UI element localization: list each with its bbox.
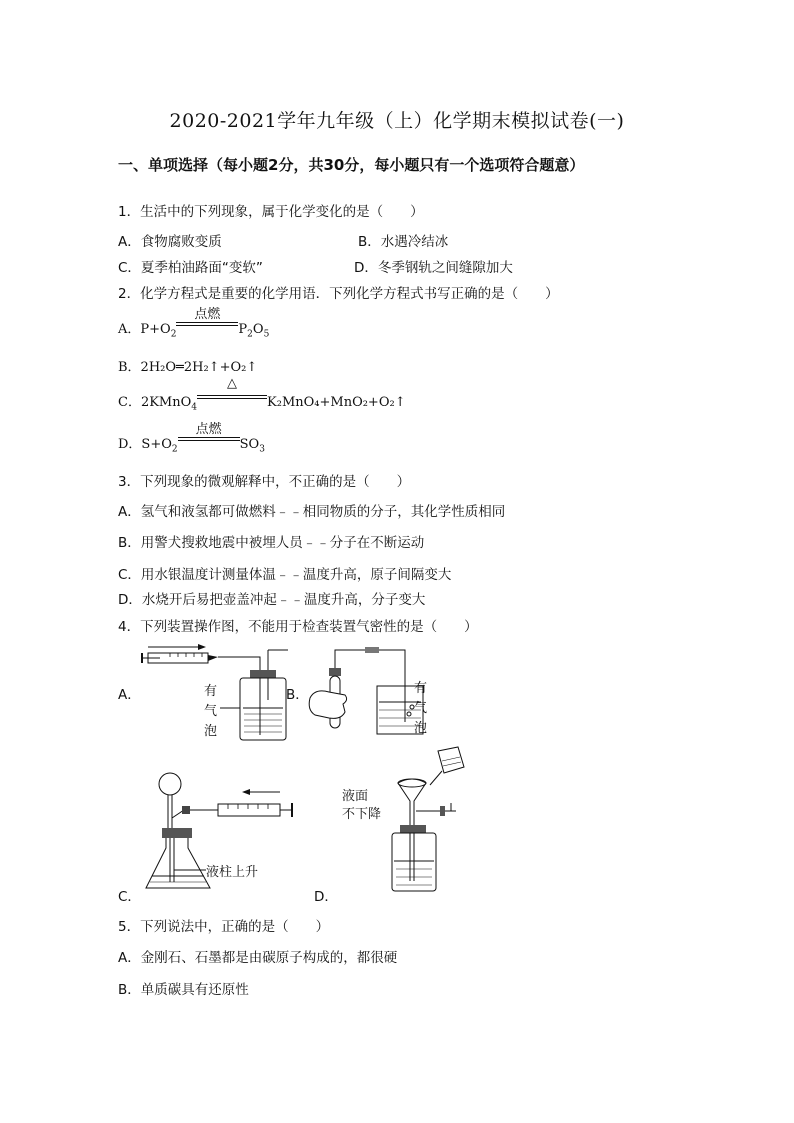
figure-d-label-2: 不下降: [342, 807, 382, 822]
q3-stem: 3．下列现象的微观解释中，不正确的是（ ）: [118, 474, 411, 490]
q2-option-b[interactable]: B．2H₂O═2H₂↑+O₂↑: [118, 360, 258, 375]
q3-option-d[interactable]: D．水烧开后易把壶盖冲起﹣﹣温度升高，分子变大: [118, 592, 426, 608]
figure-a-label-1: 有: [204, 684, 218, 699]
figure-a-label-2: 气: [204, 704, 218, 719]
q2-option-c[interactable]: C．2KMnO$_4$ △ K₂MnO₄+MnO₂+O₂↑: [118, 376, 406, 413]
q5-stem: 5．下列说法中，正确的是（ ）: [118, 919, 330, 935]
q3-option-a[interactable]: A．氢气和液氢都可做燃料﹣﹣相同物质的分子，其化学性质相同: [118, 504, 506, 520]
eq-a-condition: 点燃: [176, 319, 238, 333]
q5-option-b[interactable]: B．单质碳具有还原性: [118, 982, 249, 998]
q5-option-a[interactable]: A．金刚石、石墨都是由碳原子构成的，都很硬: [118, 950, 398, 966]
q4-option-a[interactable]: A．: [118, 687, 141, 703]
eq-c-condition: △: [197, 392, 267, 406]
page-title: 2020-2021学年九年级（上）化学期末模拟试卷(一): [169, 110, 625, 132]
eq-d-reactants: D．S+O: [118, 437, 172, 452]
q3-option-b[interactable]: B．用警犬搜救地震中被埋人员﹣﹣分子在不断运动: [118, 535, 425, 551]
section-heading: 一、单项选择（每小题2分，共30分，每小题只有一个选项符合题意）: [118, 156, 585, 174]
q1-stem: 1．生活中的下列现象，属于化学变化的是（ ）: [118, 204, 424, 220]
figure-b-label-1: 有: [414, 681, 428, 696]
q4-option-d[interactable]: D．: [314, 889, 338, 905]
q1-option-a[interactable]: A．食物腐败变质: [118, 234, 222, 250]
q1-option-b[interactable]: B．水遇冷结冰: [358, 234, 449, 250]
eq-a-products: P: [238, 322, 248, 337]
eq-a-reactants: A．P+O: [118, 322, 171, 337]
eq-c-reactants: C．2KMnO: [118, 395, 192, 410]
q2-option-d[interactable]: D．$S+O_2$ 点燃 $SO_3$: [118, 422, 265, 455]
q4-option-b[interactable]: B．: [286, 687, 309, 703]
q1-option-d[interactable]: D．冬季钢轨之间缝隙加大: [354, 260, 513, 276]
q3-option-c[interactable]: C．用水银温度计测量体温﹣﹣温度升高，原子间隔变大: [118, 567, 452, 583]
figure-b-label-3: 泡: [414, 721, 428, 736]
eq-c-products: K₂MnO₄+MnO₂+O₂↑: [267, 395, 406, 410]
figure-a-label-3: 泡: [204, 724, 218, 739]
q4-stem: 4．下列装置操作图，不能用于检查装置气密性的是（ ）: [118, 619, 478, 635]
eq-d-products: SO: [239, 437, 260, 452]
q1-option-c[interactable]: C．夏季柏油路面“变软”: [118, 260, 263, 276]
q2-stem: 2．化学方程式是重要的化学用语．下列化学方程式书写正确的是（ ）: [118, 286, 559, 302]
q4-option-c[interactable]: C．: [118, 889, 141, 905]
figure-d-label-1: 液面: [342, 789, 369, 804]
figure-b-label-2: 气: [414, 701, 428, 716]
eq-d-condition: 点燃: [178, 434, 240, 448]
figure-c-label: 液柱上升: [206, 865, 259, 880]
q2-option-a[interactable]: A．$P+O_2$ 点燃 $P_2O_5$: [118, 307, 270, 340]
